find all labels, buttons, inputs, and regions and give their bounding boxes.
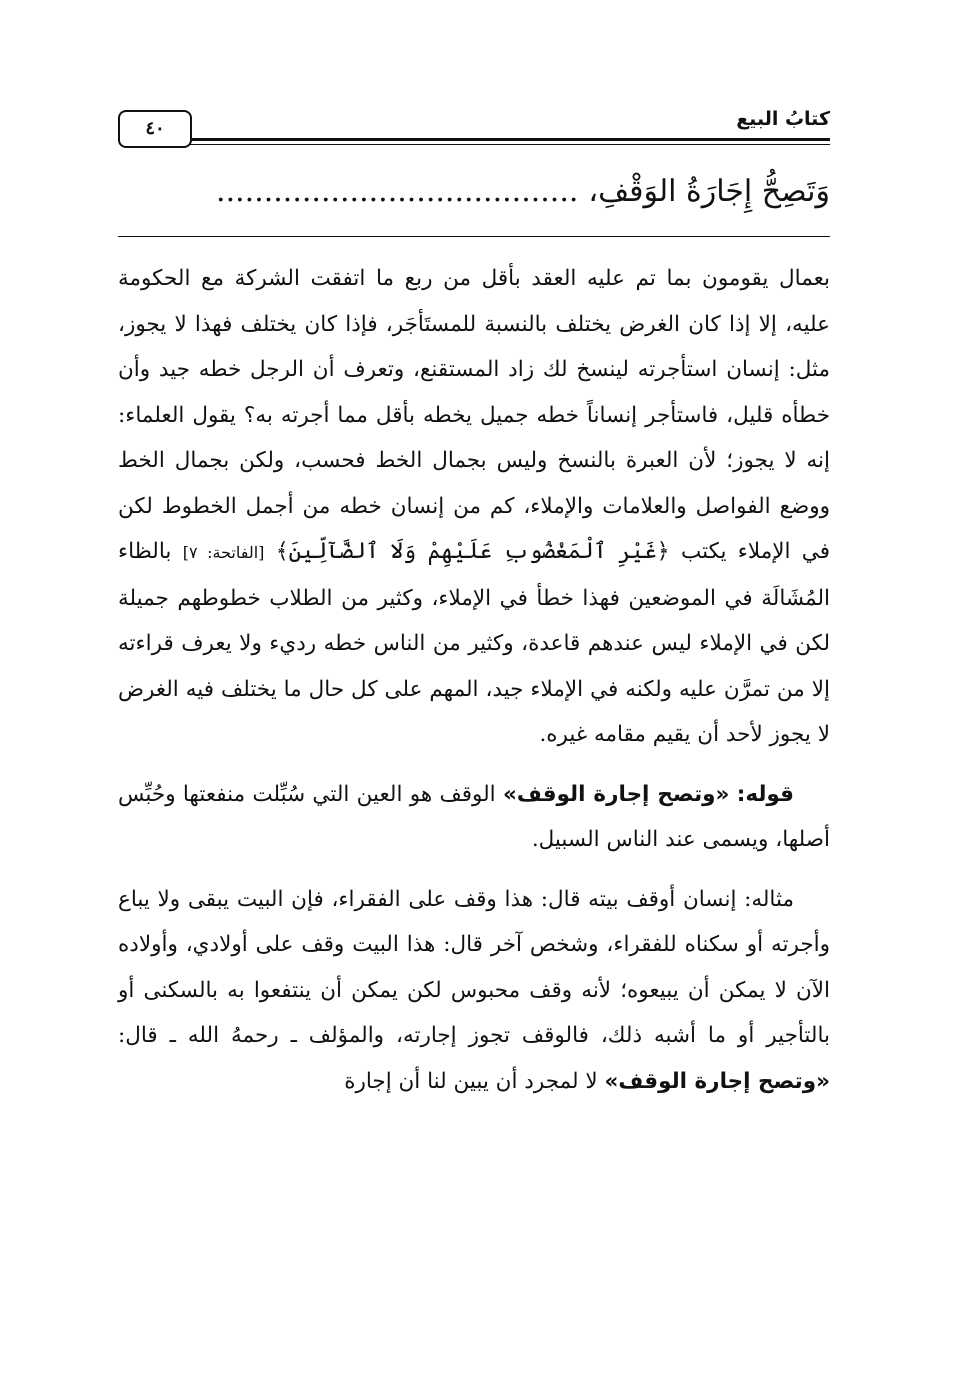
paragraph-2-quote: «وتصح إجارة الوقف» [502, 781, 730, 807]
paragraph-3 [118, 877, 830, 1105]
paragraph-1-text: بعمال يقومون بما تم عليه العقد بأقل من ربع ما اتفقت الشركة مع الحكومة عليه، إلا إذا كان الغرض يختلف بالنسبة للمستَأجَر، فإذا كان يختلف فهذا لا يجوز، مثل: إنسان استأجرته لينسخ لك زاد المستقنع، وتعرف أن الرجل خطه جيد وأن خطأه قليل، فاستأجر إنساناً خطه جميل يخطه بأقل مما أجرته به؟ يقول العلماء: إنه لا يجوز؛ لأن العبرة بالنسخ وليس بجمال الخط فحسب، ولكن بجمال الخط ووضع الفواصل والعلامات والإملاء، كم من إنسان خطه من أجمل الخطوط لكن في الإملاء يكتب [118, 266, 831, 564]
paragraph-2 [118, 772, 830, 863]
page-header [118, 108, 830, 154]
page-body [118, 256, 830, 1118]
matn-dots: ...................................... [216, 174, 579, 209]
paragraph-3-text: مثاله: إنسان أوقف بيته قال: هذا وقف على الفقراء، فإن البيت يبقى ولا يباع وأجرته أو سكناه للفقراء، وشخص آخر قال: هذا البيت وقف على أولادي، وأولاده الآن لا يمكن أن يبيعوه؛ لأنه وقف محبوس لكن يمكن أن ينتفعوا به بالسكنى أو بالتأجير أو ما أشبه ذلك، فالوقف تجوز إجارته، والمؤلف ـ رحمهُ الله ـ قال: [118, 886, 830, 1048]
header-rule-thin [188, 144, 830, 145]
page-number: ٤٠ [118, 110, 192, 148]
matn-text: وَتَصِحُّ إِجَارَةُ الوَقْفِ، [588, 174, 830, 209]
paragraph-2-text: الوقف هو العين التي سُبِّلت منفعتها وحُبِّس أصلها، ويسمى عند الناس السبيل. [118, 781, 830, 852]
header-rule-thick [188, 138, 830, 141]
matn-separator [118, 236, 830, 237]
paragraph-3-text-after: لا لمجرد أن يبين لنا أن إجارة [344, 1068, 598, 1094]
quran-verse: ﴿غَيْرِ ٱلْمَغْضُوبِ عَلَيْهِمْ وَلَا ٱلضَّآلِّينَ﴾ [275, 539, 670, 564]
paragraph-1 [118, 256, 830, 758]
paragraph-3-quote: «وتصح إجارة الوقف» [604, 1068, 830, 1094]
matn-line [130, 168, 830, 216]
paragraph-1-text-after: بالظاء المُشَالَة في الموضعين فهذا خطأ في الإملاء، وكثير من الطلاب خطوطهم جميلة لكن في الإملاء ليس عندهم قاعدة، وكثير من الناس خطه رديء ولا يعرف قراءته إلا من تمرَّن عليه ولكنه في الإملاء جيد، المهم على كل حال ما يختلف فيه الغرض لا يجوز لأحد أن يقيم مقامه غيره. [118, 539, 830, 747]
verse-reference: [الفاتحة: ٧] [182, 543, 265, 562]
paragraph-2-label: قوله: [736, 781, 794, 807]
book-title: كتابُ البيع [736, 108, 830, 130]
